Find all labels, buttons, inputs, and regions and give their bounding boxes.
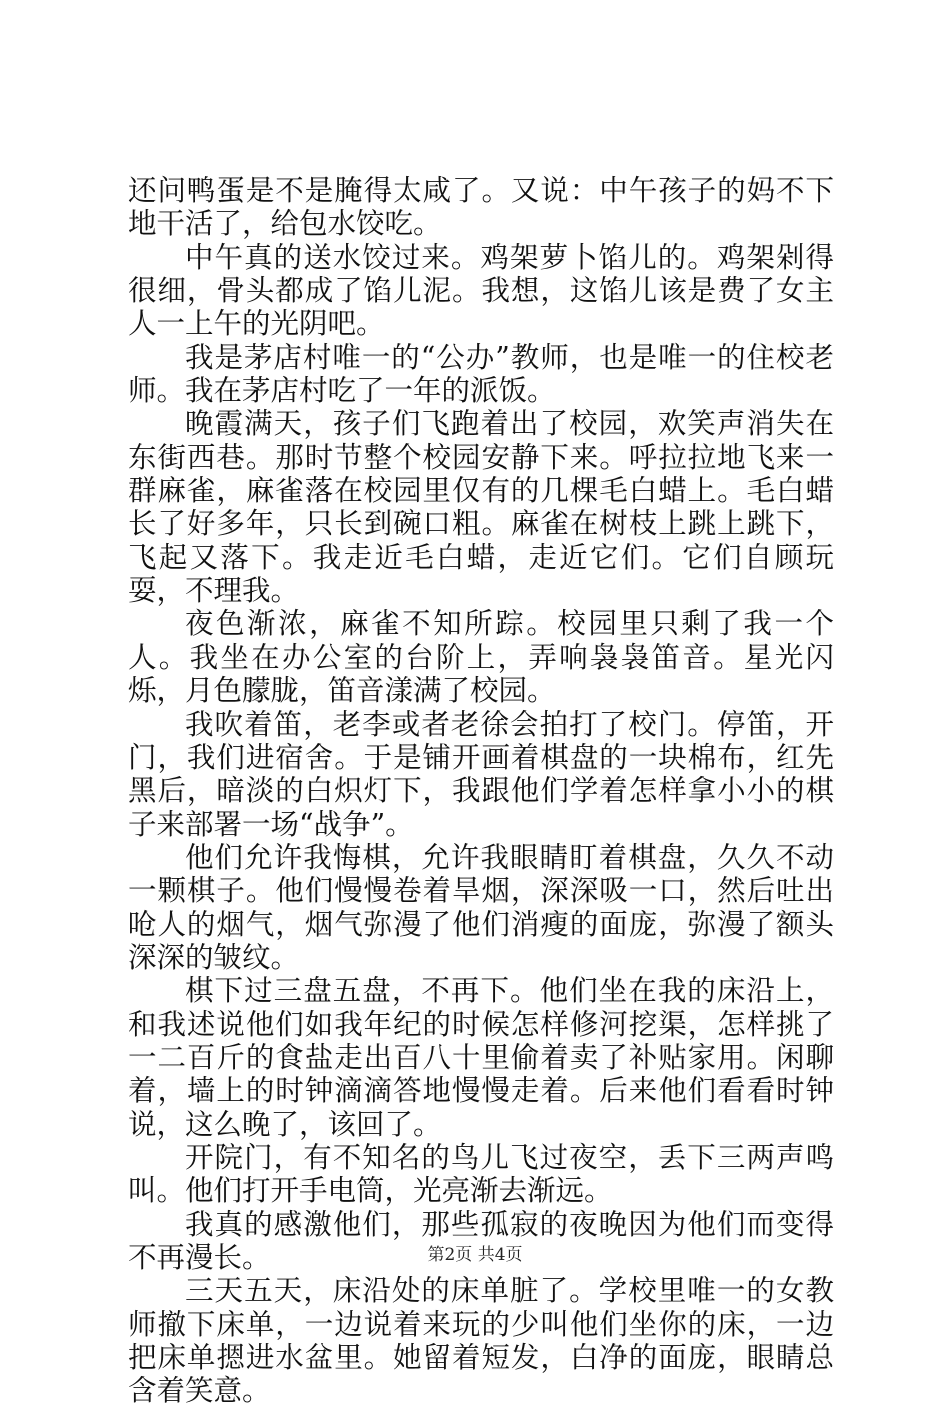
page-footer xyxy=(0,1244,950,1266)
paragraph-1: 中午真的送水饺过来。鸡架萝卜馅儿的。鸡架剁得很细，骨头都成了馅儿泥。我想，这馅儿该是费了女主人一上午的光阴吧。 xyxy=(128,240,834,341)
paragraph-3: 晚霞满天，孩子们飞跑着出了校园，欢笑声消失在东街西巷。那时节整个校园安静下来。呼拉拉地飞来一群麻雀，麻雀落在校园里仅有的几棵毛白蜡上。毛白蜡长了好多年，只长到碗口粗。麻雀在树枝上跳上跳下，飞起又落下。我走近毛白蜡，走近它们。它们自顾玩耍，不理我。 xyxy=(128,407,834,608)
article-body xyxy=(128,174,834,1408)
paragraph-4: 夜色渐浓，麻雀不知所踪。校园里只剩了我一个人。我坐在办公室的台阶上，弄响袅袅笛音。星光闪烁，月色朦胧，笛音漾满了校园。 xyxy=(128,607,834,708)
paragraph-2: 我是茅店村唯一的“公办”教师，也是唯一的住校老师。我在茅店村吃了一年的派饭。 xyxy=(128,340,834,408)
paragraph-6: 他们允许我悔棋，允许我眼睛盯着棋盘，久久不动一颗棋子。他们慢慢卷着旱烟，深深吸一口，然后吐出呛人的烟气，烟气弥漫了他们消瘦的面庞，弥漫了额头深深的皱纹。 xyxy=(128,840,834,974)
page-number-label: 第2页 共4页 xyxy=(427,1245,523,1265)
paragraph-10: 三天五天，床沿处的床单脏了。学校里唯一的女教师撤下床单，一边说着来玩的少叫他们坐你的床，一边把床单摁进水盆里。她留着短发，白净的面庞，眼睛总含着笑意。 xyxy=(128,1274,834,1408)
paragraph-8: 开院门，有不知名的鸟儿飞过夜空，丢下三两声鸣叫。他们打开手电筒，光亮渐去渐远。 xyxy=(128,1140,834,1208)
paragraph-9: 我真的感激他们，那些孤寂的夜晚因为他们而变得不再漫长。 xyxy=(128,1207,834,1274)
paragraph-7: 棋下过三盘五盘，不再下。他们坐在我的床沿上，和我述说他们如我年纪的时候怎样修河挖渠，怎样挑了一二百斤的食盐走出百八十里偷着卖了补贴家用。闲聊着，墙上的时钟滴滴答地慢慢走着。后来他们看看时钟说，这么晚了，该回了。 xyxy=(128,974,834,1141)
paragraph-5: 我吹着笛，老李或者老徐会拍打了校门。停笛，开门，我们进宿舍。于是铺开画着棋盘的一块棉布，红先黑后，暗淡的白炽灯下，我跟他们学着怎样拿小小的棋子来部署一场“战争”。 xyxy=(128,707,834,841)
paragraph-0: 还问鸭蛋是不是腌得太咸了。又说：中午孩子的妈不下地干活了，给包水饺吃。 xyxy=(128,174,834,241)
